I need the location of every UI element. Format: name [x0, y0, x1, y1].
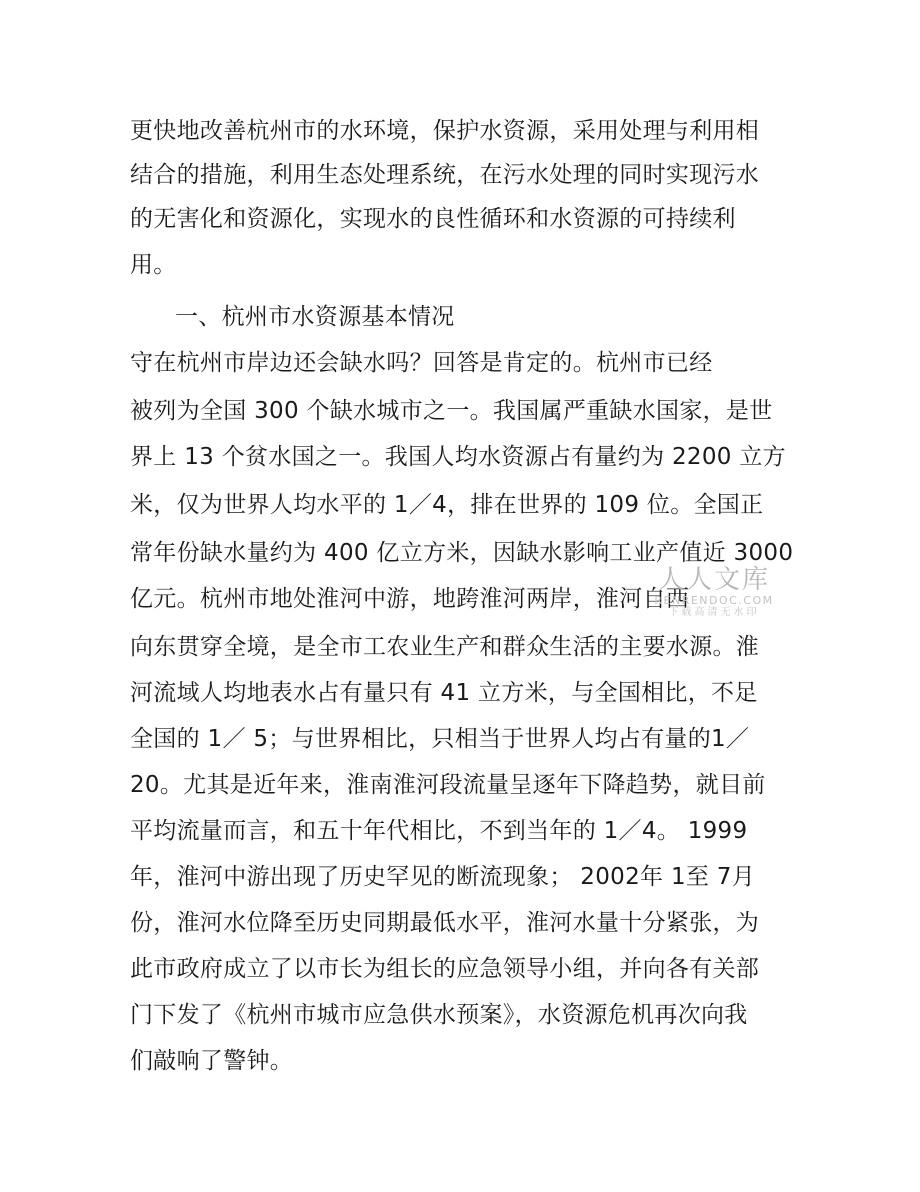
- paragraph-line: 常年份缺水量约为 400 亿立方米，因缺水影响工业产值近 3000: [130, 540, 794, 566]
- watermark-title: 人人文库: [657, 565, 770, 595]
- section-heading: 一、杭州市水资源基本情况: [175, 304, 455, 330]
- paragraph-line: 20。尤其是近年来，淮南淮河段流量呈逐年下降趋势，就目前: [130, 772, 766, 798]
- paragraph-line: 亿元。杭州市地处淮河中游，地跨淮河两岸，淮河自西: [130, 586, 690, 612]
- paragraph-line: 门下发了《杭州市城市应急供水预案》，水资源危机再次向我: [130, 1002, 748, 1028]
- paragraph-line: 米，仅为世界人均水平的 1／4，排在世界的 109 位。全国正: [130, 492, 764, 518]
- paragraph-line: 份，淮河水位降至历史同期最低水平，淮河水量十分紧张，为: [130, 910, 760, 936]
- paragraph-line: 界上 13 个贫水国之一。我国人均水资源占有量约为 2200 立方: [130, 444, 786, 470]
- paragraph-line: 平均流量而言，和五十年代相比，不到当年的 1／4。 1999: [130, 818, 748, 844]
- paragraph-line: 用。: [130, 252, 177, 278]
- paragraph-line: 被列为全国 300 个缺水城市之一。我国属严重缺水国家，是世: [130, 398, 773, 424]
- paragraph-line: 向东贯穿全境，是全市工农业生产和群众生活的主要水源。淮: [130, 634, 760, 660]
- paragraph-line: 们敲响了警钟。: [130, 1048, 294, 1074]
- paragraph-line: 全国的 1／ 5；与世界相比，只相当于世界人均占有量的1／: [130, 726, 750, 752]
- watermark-url: RENRENDOC.COM: [654, 594, 774, 607]
- watermark-logo: [650, 566, 778, 630]
- paragraph-line: 守在杭州市岸边还会缺水吗？回答是肯定的。杭州市已经: [130, 350, 713, 376]
- paragraph-line: 的无害化和资源化，实现水的良性循环和水资源的可持续利: [130, 206, 736, 232]
- paragraph-line: 结合的措施，利用生态处理系统，在污水处理的同时实现污水: [130, 162, 760, 188]
- watermark-subtitle: 下载高清无水印: [668, 607, 760, 618]
- paragraph-line: 河流域人均地表水占有量只有 41 立方米，与全国相比，不足: [130, 680, 758, 706]
- paragraph-line: 更快地改善杭州市的水环境，保护水资源，采用处理与利用相: [130, 118, 760, 144]
- paragraph-line: 此市政府成立了以市长为组长的应急领导小组，并向各有关部: [130, 956, 760, 982]
- paragraph-line: 年，淮河中游出现了历史罕见的断流现象； 2002年 1至 7月: [130, 864, 756, 890]
